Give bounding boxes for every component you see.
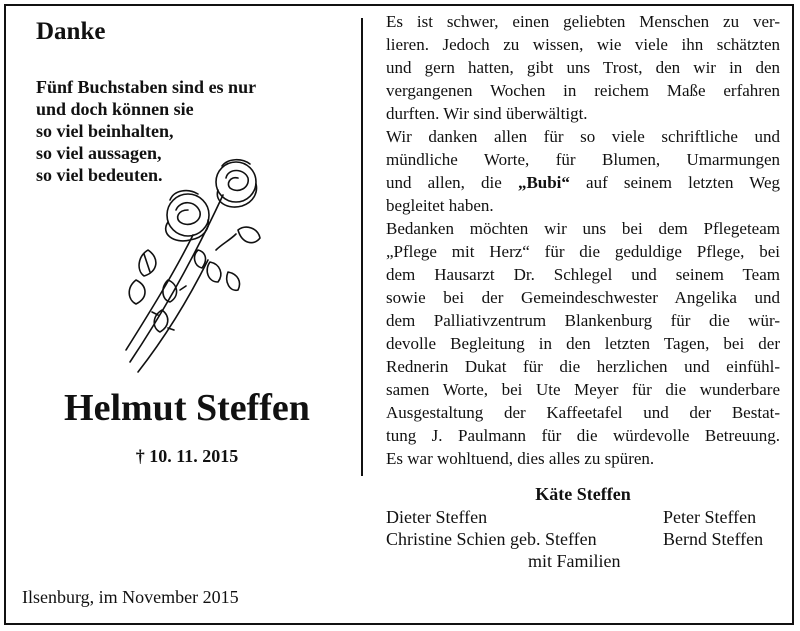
text-line: „Pflege mit Herz“ für die geduldige Pflege, bei — [386, 242, 780, 261]
text-line: mündliche Worte, für Blumen, Umarmungen — [386, 150, 780, 169]
death-date: † 10. 11. 2015 — [135, 446, 239, 466]
text-line: Bedanken möchten wir uns bei dem Pflegeteam — [386, 219, 780, 238]
place-date-footer: Ilsenburg, im November 2015 — [22, 587, 239, 607]
text-line: lieren. Jedoch zu wissen, wie viele ihn schätzten — [386, 35, 780, 54]
signature-families: mit Familien — [528, 551, 621, 571]
rose-illustration — [118, 150, 278, 380]
thank-you-text — [386, 10, 780, 470]
text-fragment: und allen, die — [386, 173, 518, 192]
text-line: dem Palliativzentrum Blankenburg für die wür- — [386, 311, 780, 330]
heading-danke: Danke — [36, 18, 106, 45]
text-line: dem Hausarzt Dr. Schlegel und seinem Team — [386, 265, 780, 284]
text-line: Rednerin Dukat für die herzlichen und einfühl- — [386, 357, 780, 376]
text-line: sowie bei der Gemeindeschwester Angelika und — [386, 288, 780, 307]
text-line: tung J. Paulmann für die würdevolle Betreuung. — [386, 426, 780, 445]
signature-dieter: Dieter Steffen — [386, 507, 488, 527]
bubi-nickname: „Bubi“ — [517, 173, 570, 192]
text-line: Es war wohltuend, dies alles zu spüren. — [386, 449, 655, 468]
poem-line: und doch können sie — [36, 99, 194, 119]
poem-line: so viel bedeuten. — [36, 165, 163, 185]
signature-head: Käte Steffen — [535, 484, 631, 504]
poem-line: so viel aussagen, — [36, 143, 162, 163]
signature-peter: Peter Steffen — [663, 507, 757, 527]
deceased-name: Helmut Steffen — [64, 387, 310, 429]
text-line: vergangenen Wochen in reichem Maße erfahren — [386, 81, 780, 100]
text-line: begleitet haben. — [386, 196, 494, 215]
text-line: und gern hatten, gibt uns Trost, den wir in den — [386, 58, 780, 77]
text-line-bubi — [386, 171, 780, 194]
text-line: samen Worte, bei Ute Meyer für die wunderbare — [386, 380, 780, 399]
text-line: durften. Wir sind überwältigt. — [386, 104, 588, 123]
signature-christine: Christine Schien geb. Steffen — [386, 529, 597, 549]
poem-line: Fünf Buchstaben sind es nur — [36, 77, 257, 97]
column-divider — [361, 18, 363, 476]
text-fragment: auf seinem letzten Weg — [569, 173, 781, 192]
text-line: Ausgestaltung der Kaffeetafel und der Bestat- — [386, 403, 780, 422]
text-line: Wir danken allen für so viele schriftliche und — [386, 127, 780, 146]
text-line: devolle Begleitung in den letzten Tagen, bei der — [386, 334, 780, 353]
signature-bernd: Bernd Steffen — [663, 529, 764, 549]
text-line: Es ist schwer, einen geliebten Menschen zu ver- — [386, 12, 780, 31]
poem-line: so viel beinhalten, — [36, 121, 174, 141]
